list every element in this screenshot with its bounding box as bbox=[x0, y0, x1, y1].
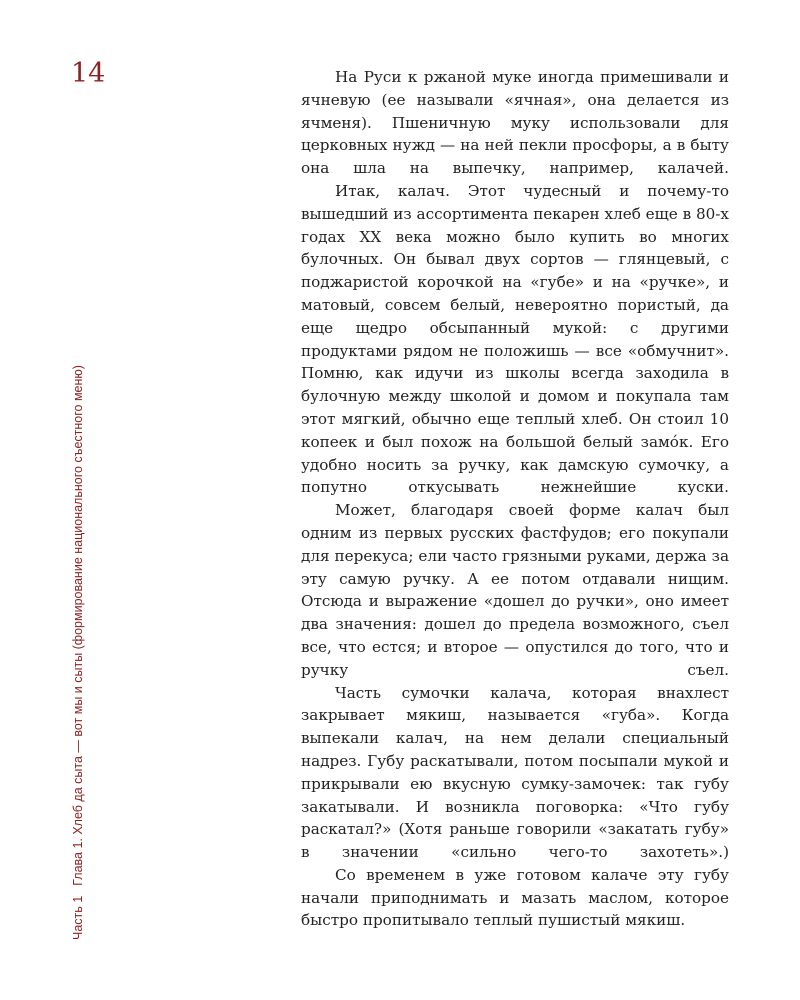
running-head bbox=[70, 360, 86, 940]
body-text bbox=[301, 66, 729, 932]
paragraph: Со временем в уже готовом калаче эту губу начали приподнимать и мазать маслом, которое быстро пропитывало теплый пушистый мякиш. bbox=[301, 865, 729, 930]
paragraph: Часть сумочки калача, которая внахлест закрывает мякиш, называется «губа». Когда выпекали калач, на нем делали специальный надрез. Губу раскатывали, потом посыпали мукой и прикрывали ею вкусную сумку-замочек: так губу закатывали. И возникла поговорка: «Что губу раскатал?» (Хотя раньше говорили «закатать губу» в значении «сильно чего-то захотеть».) bbox=[301, 683, 729, 862]
running-head-part: Часть 1 bbox=[71, 895, 85, 940]
page-number: 14 bbox=[71, 58, 106, 89]
paragraph: На Руси к ржаной муке иногда примешивали и ячневую (ее называли «ячная», она делается из ячменя). Пшеничную муку использовали для церковных нужд — на ней пекли просфоры, а в быту она шла на выпечку, например, калачей. bbox=[301, 68, 729, 178]
paragraph: Может, благодаря своей форме калач был одним из первых русских фастфудов; его покупали для перекуса; ели часто грязными руками, держа за эту самую ручку. А ее потом отдавали нищим. Отсюда и выражение «дошел до ручки», оно имеет два значения: дошел до предела возможного, съел все, что естся; и второе — опустился до того, что и ручку съел. bbox=[301, 501, 729, 679]
running-head-chapter: Глава 1. Хлеб да сыта — вот мы и сыты (формирование национального съестного меню) bbox=[71, 365, 85, 886]
paragraph: Итак, калач. Этот чудесный и почему-то вышедший из ассортимента пекарен хлеб еще в 80-х годах XX века можно было купить во многих булочных. Он бывал двух сортов — глянцевый, с поджаристой корочкой на «губе» и на «ручке», и матовый, совсем белый, невероятно пористый, да еще щедро обсыпанный мукой: с другими продуктами рядом не положишь — все «обмучнит». Помню, как идучи из школы всегда заходила в булочную между школой и домом и покупала там этот мягкий, обычно еще теплый хлеб. Он стоил 10 копеек и был похож на большой белый замóк. Его удобно носить за ручку, как дамскую сумочку, а попутно откусывать нежнейшие куски. bbox=[301, 181, 730, 497]
